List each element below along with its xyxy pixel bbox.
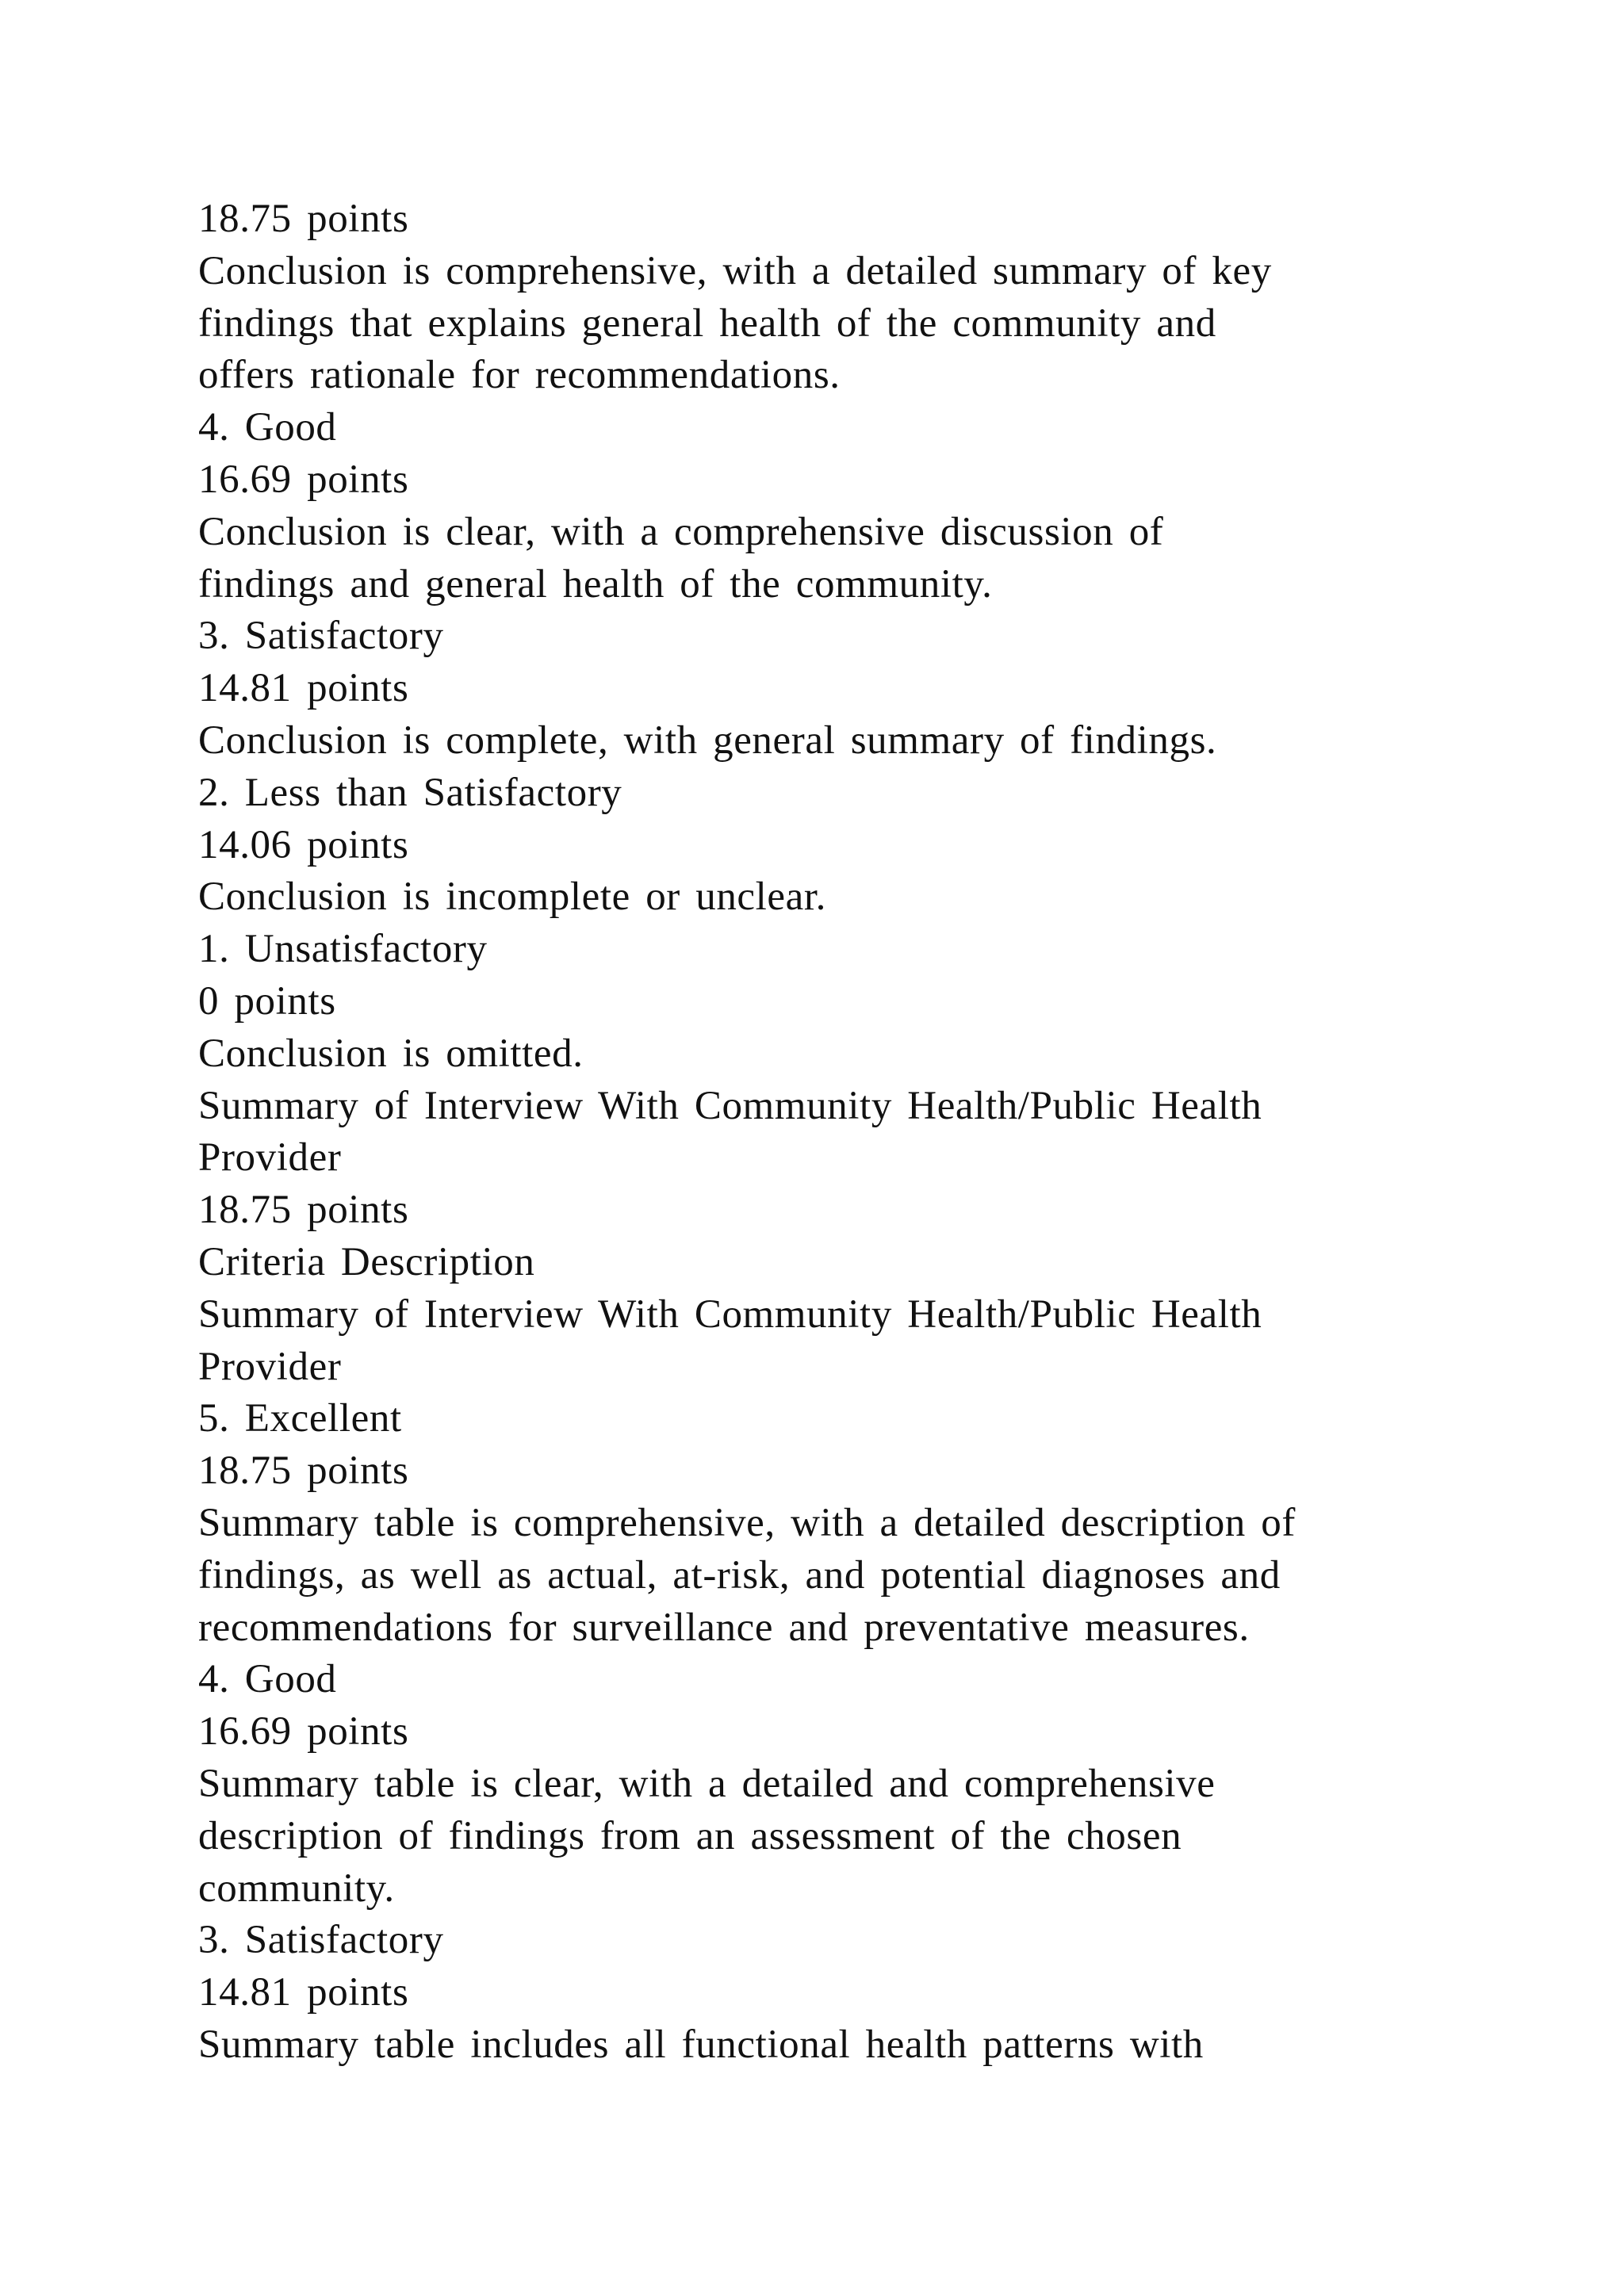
description-line: Summary table includes all functional health patterns with [198, 2022, 1204, 2067]
description-line: findings and general health of the community. [198, 561, 993, 607]
criterion-title: Provider [198, 1135, 342, 1181]
points-line: 16.69 points [198, 457, 409, 502]
document-text [198, 193, 1499, 2072]
description-line: Summary table is comprehensive, with a detailed description of [198, 1500, 1296, 1545]
description-line: findings that explains general health of the community and [198, 300, 1216, 346]
criterion-title: Summary of Interview With Community Health/Public Health [198, 1083, 1262, 1128]
description-line: recommendations for surveillance and preventative measures. [198, 1605, 1250, 1650]
points-line: 14.81 points [198, 1970, 409, 2015]
rating-level: 1. Unsatisfactory [198, 927, 488, 972]
rating-level: 4. Good [198, 1657, 337, 1702]
points-line: 14.06 points [198, 822, 409, 867]
points-line: 18.75 points [198, 1448, 409, 1494]
description-line: Conclusion is clear, with a comprehensive discussion of [198, 509, 1164, 554]
rating-level: 2. Less than Satisfactory [198, 770, 622, 815]
criterion-title: Summary of Interview With Community Health/Public Health [198, 1292, 1262, 1337]
description-line: Conclusion is omitted. [198, 1031, 584, 1076]
criteria-description-heading: Criteria Description [198, 1239, 535, 1284]
description-line: Conclusion is incomplete or unclear. [198, 874, 827, 920]
description-line: community. [198, 1866, 395, 1911]
description-line: Summary table is clear, with a detailed and comprehensive [198, 1761, 1216, 1806]
points-line: 14.81 points [198, 666, 409, 711]
description-line: Conclusion is comprehensive, with a detailed summary of key [198, 248, 1272, 293]
rating-level: 3. Satisfactory [198, 1918, 444, 1963]
points-line: 16.69 points [198, 1709, 409, 1755]
rating-level: 5. Excellent [198, 1396, 402, 1441]
description-line: offers rationale for recommendations. [198, 353, 841, 398]
description-line: Conclusion is complete, with general summary of findings. [198, 718, 1217, 763]
points-line: 18.75 points [198, 197, 409, 241]
description-line: description of findings from an assessment of the chosen [198, 1813, 1182, 1858]
points-line: 18.75 points [198, 1188, 409, 1233]
description-line: findings, as well as actual, at-risk, and potential diagnoses and [198, 1552, 1281, 1598]
rating-level: 3. Satisfactory [198, 614, 444, 659]
criterion-title: Provider [198, 1344, 342, 1389]
rating-level: 4. Good [198, 405, 337, 450]
points-line: 0 points [198, 978, 336, 1024]
